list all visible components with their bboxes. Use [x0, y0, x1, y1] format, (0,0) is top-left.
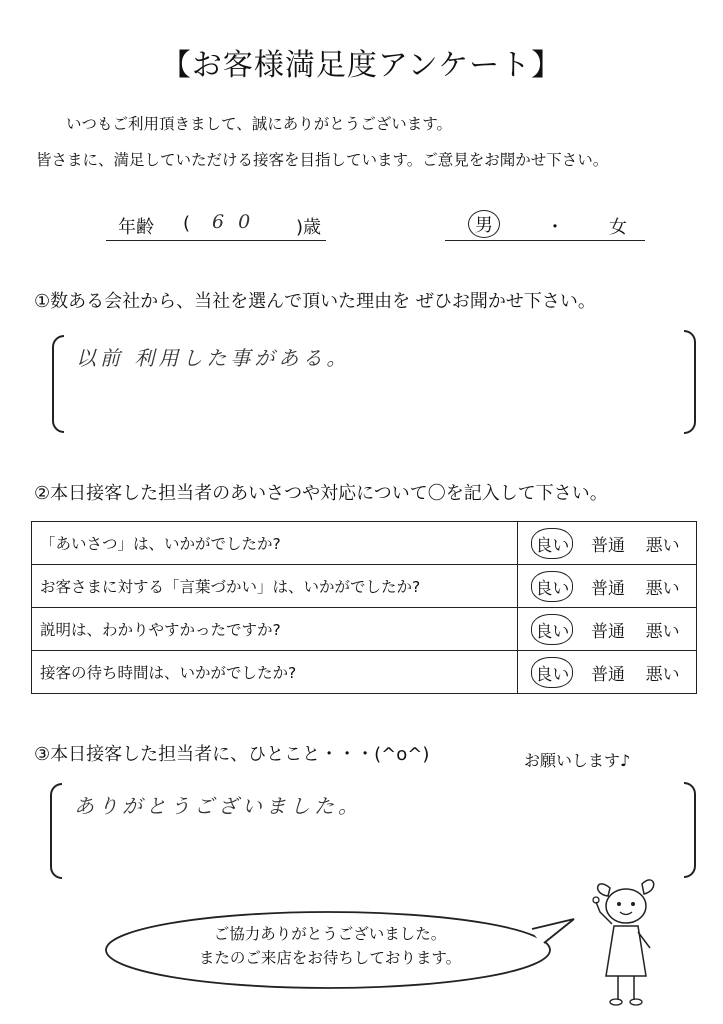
question-1: ①数ある会社から、当社を選んで頂いた理由を ぜひお聞かせ下さい。 — [34, 291, 596, 312]
table-row — [32, 608, 697, 651]
table-row — [32, 651, 697, 694]
q1-answer-bracket-left — [52, 335, 64, 433]
option-good[interactable]: 良い — [531, 528, 573, 559]
row-options — [518, 565, 697, 608]
row-options — [518, 522, 697, 565]
age-label: 年齢 — [118, 217, 154, 238]
q3-answer-bracket-right — [684, 782, 696, 878]
option-average[interactable]: 普通 — [590, 535, 625, 556]
q1-answer[interactable]: 以前 利用した事がある。 — [76, 346, 351, 370]
option-bad[interactable]: 悪い — [645, 621, 680, 642]
option-good[interactable]: 良い — [531, 657, 573, 688]
page-title: 【お客様満足度アンケート】 — [160, 48, 563, 83]
option-bad[interactable]: 悪い — [645, 578, 680, 599]
gender-male-circle: 男 — [468, 210, 500, 238]
row-question: 説明は、わかりやすかったですか? — [32, 608, 518, 651]
option-bad[interactable]: 悪い — [645, 664, 680, 685]
option-good[interactable]: 良い — [531, 571, 573, 602]
row-options — [518, 608, 697, 651]
option-good[interactable]: 良い — [531, 614, 573, 645]
row-question: 「あいさつ」は、いかがでしたか? — [32, 522, 518, 565]
table-row — [32, 565, 697, 608]
row-options — [518, 651, 697, 694]
age-underline — [106, 240, 326, 241]
request-note: お願いします♪ — [524, 751, 631, 770]
age-value[interactable]: 6 0 — [212, 211, 255, 233]
option-average[interactable]: 普通 — [590, 621, 625, 642]
age-open-paren: ( — [183, 213, 191, 234]
question-2: ②本日接客した担当者のあいさつや対応について〇を記入して下さい。 — [34, 483, 608, 504]
closing-line-1: ご協力ありがとうございました。 — [213, 925, 447, 943]
q1-answer-bracket-right — [684, 330, 696, 434]
q3-answer[interactable]: ありがとうございました。 — [74, 794, 362, 818]
q3-answer-bracket-left — [50, 783, 62, 879]
closing-line-2: またのご来店をお待ちしております。 — [198, 949, 462, 967]
table-row — [32, 522, 697, 565]
closing-message — [120, 922, 540, 970]
row-question: 接客の待ち時間は、いかがでしたか? — [32, 651, 518, 694]
option-average[interactable]: 普通 — [590, 664, 625, 685]
gender-male[interactable] — [468, 210, 500, 238]
question-3: ③本日接客した担当者に、ひとこと・・・(^o^) — [34, 744, 430, 765]
intro-line-2: 皆さまに、満足していただける接客を目指しています。ご意見をお聞かせ下さい。 — [36, 151, 609, 169]
gender-underline — [445, 240, 645, 241]
option-bad[interactable]: 悪い — [645, 535, 680, 556]
gender-female[interactable]: 女 — [609, 217, 627, 238]
mascot-illustration — [588, 872, 668, 1012]
option-average[interactable]: 普通 — [590, 578, 625, 599]
intro-line-1: いつもご利用頂きまして、誠にありがとうございます。 — [66, 115, 452, 133]
gender-separator: ・ — [546, 217, 564, 238]
row-question: お客さまに対する「言葉づかい」は、いかがでしたか? — [32, 565, 518, 608]
age-close-paren: )歳 — [296, 217, 322, 238]
rating-table — [31, 521, 697, 694]
